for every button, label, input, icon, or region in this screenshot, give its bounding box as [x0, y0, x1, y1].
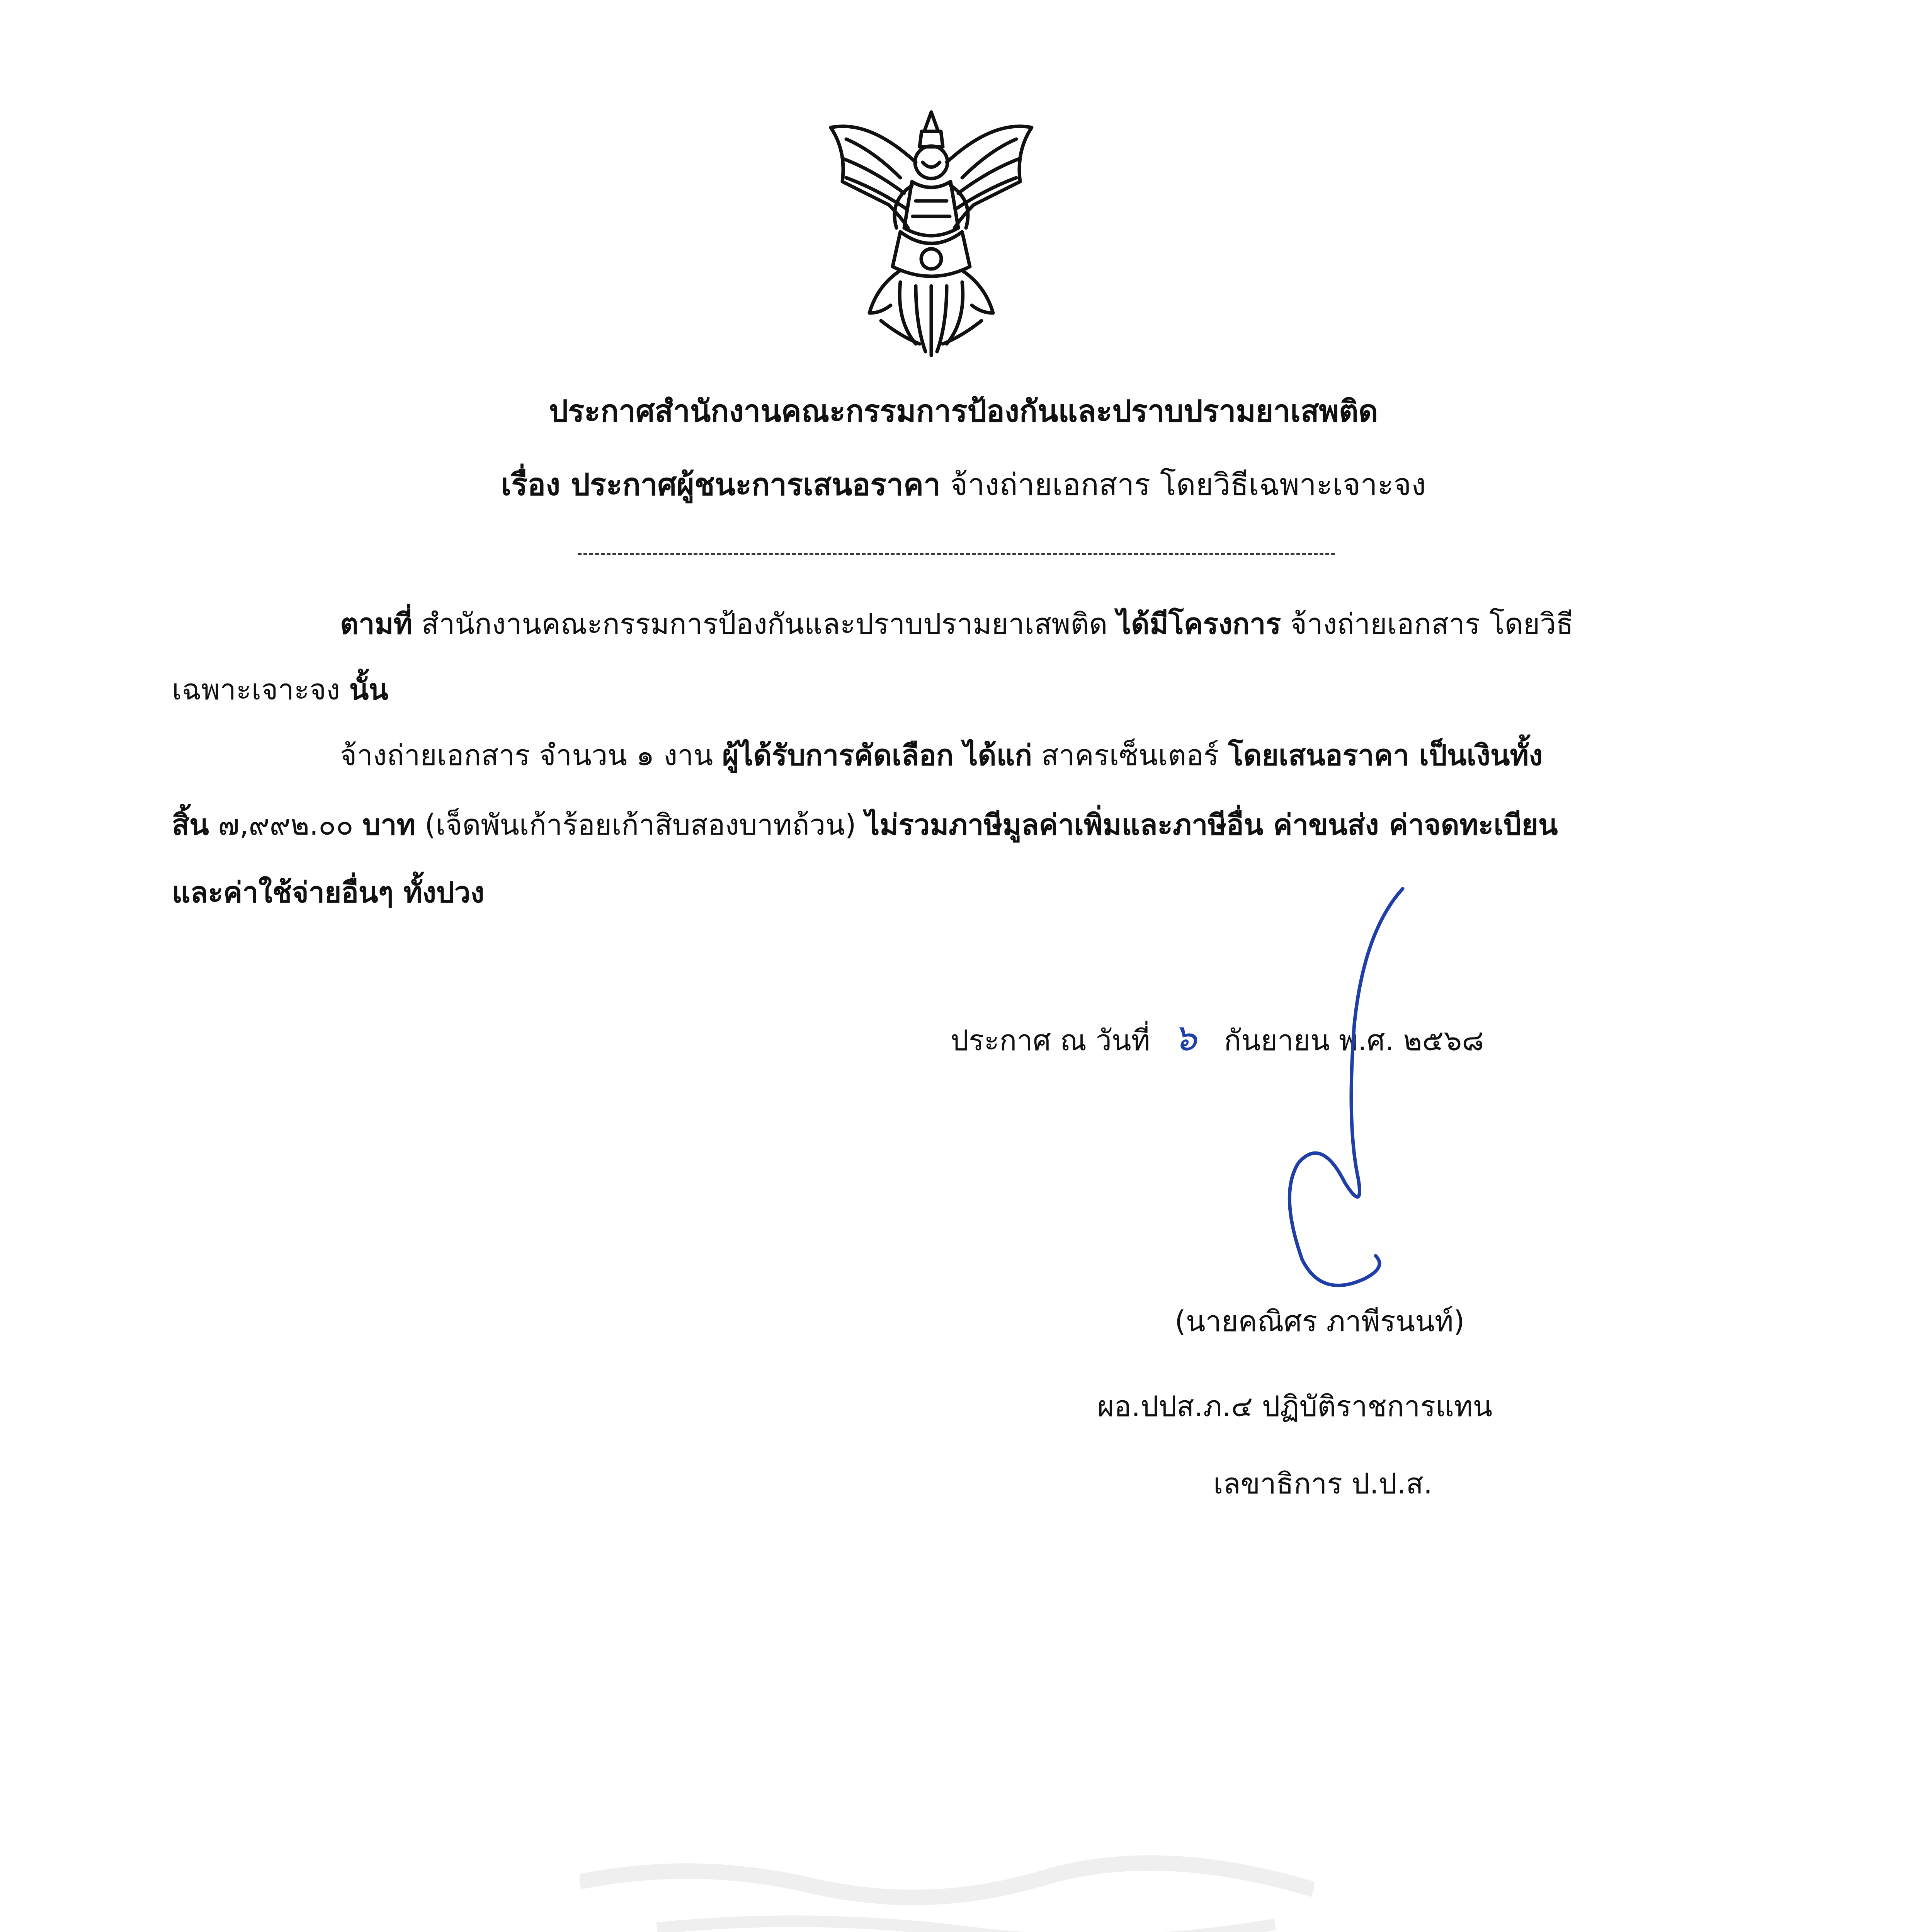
text-plain: เฉพาะเจาะจง	[172, 673, 349, 706]
text-bold: ได้มีโครงการ	[1116, 607, 1281, 641]
text-plain: จ้างถ่ายเอกสาร จำนวน ๑ งาน	[340, 739, 722, 772]
handwritten-signature	[1275, 885, 1430, 1321]
paragraph-2-line-3: และค่าใช้จ่ายอื่นๆ ทั้งปวง	[172, 876, 485, 909]
date-prefix: ประกาศ ณ วันที่	[951, 1024, 1150, 1057]
subject-text: จ้างถ่ายเอกสาร โดยวิธีเฉพาะเจาะจง	[941, 468, 1426, 502]
signatory-title: เลขาธิการ ป.ป.ส.	[1213, 1467, 1433, 1500]
subject-label: เรื่อง ประกาศผู้ชนะการเสนอราคา	[501, 468, 941, 502]
text-bold: ผู้ได้รับการคัดเลือก ได้แก่	[722, 739, 1032, 772]
text-bold: นั้น	[349, 673, 388, 706]
text-bold: บาท	[362, 808, 416, 842]
paper-bleed-through	[580, 1835, 1314, 1932]
paragraph-1-line-2	[172, 668, 388, 711]
garuda-emblem-icon	[823, 104, 1039, 359]
dashed-divider	[578, 553, 1335, 555]
text-plain: (เจ็ดพันเก้าร้อยเก้าสิบสองบาทถ้วน)	[415, 808, 866, 842]
paragraph-1-line-1	[340, 603, 1573, 645]
text-bold: สิ้น	[172, 808, 209, 842]
text-bold: ตามที่	[340, 607, 413, 641]
text-plain: สาครเซ็นเตอร์	[1032, 739, 1228, 772]
signatory-position: ผอ.ปปส.ภ.๔ ปฏิบัติราชการแทน	[1097, 1390, 1493, 1423]
handwritten-day: ๖	[1173, 1016, 1197, 1059]
paragraph-2-line-1	[340, 734, 1543, 777]
text-plain: ๗,๙๙๒.๐๐	[209, 808, 363, 842]
signatory-name: (นายคณิศร ภาพีรนนท์)	[1175, 1305, 1465, 1338]
announcement-subject	[0, 464, 1927, 506]
announcement-title: ประกาศสำนักงานคณะกรรมการป้องกันและปราบปรามยาเสพติด	[549, 394, 1378, 429]
text-plain: สำนักงานคณะกรรมการป้องกันและปราบปรามยาเสพติด	[412, 607, 1117, 641]
date-suffix: กันยายน พ.ศ. ๒๕๖๘	[1224, 1024, 1484, 1057]
paragraph-2-line-2	[172, 804, 1558, 846]
text-plain: จ้างถ่ายเอกสาร โดยวิธี	[1281, 607, 1573, 641]
text-bold: โดยเสนอราคา เป็นเงินทั้ง	[1228, 739, 1543, 772]
text-bold: ไม่รวมภาษีมูลค่าเพิ่มและภาษีอื่น ค่าขนส่ง ค่าจดทะเบียน	[865, 808, 1558, 842]
